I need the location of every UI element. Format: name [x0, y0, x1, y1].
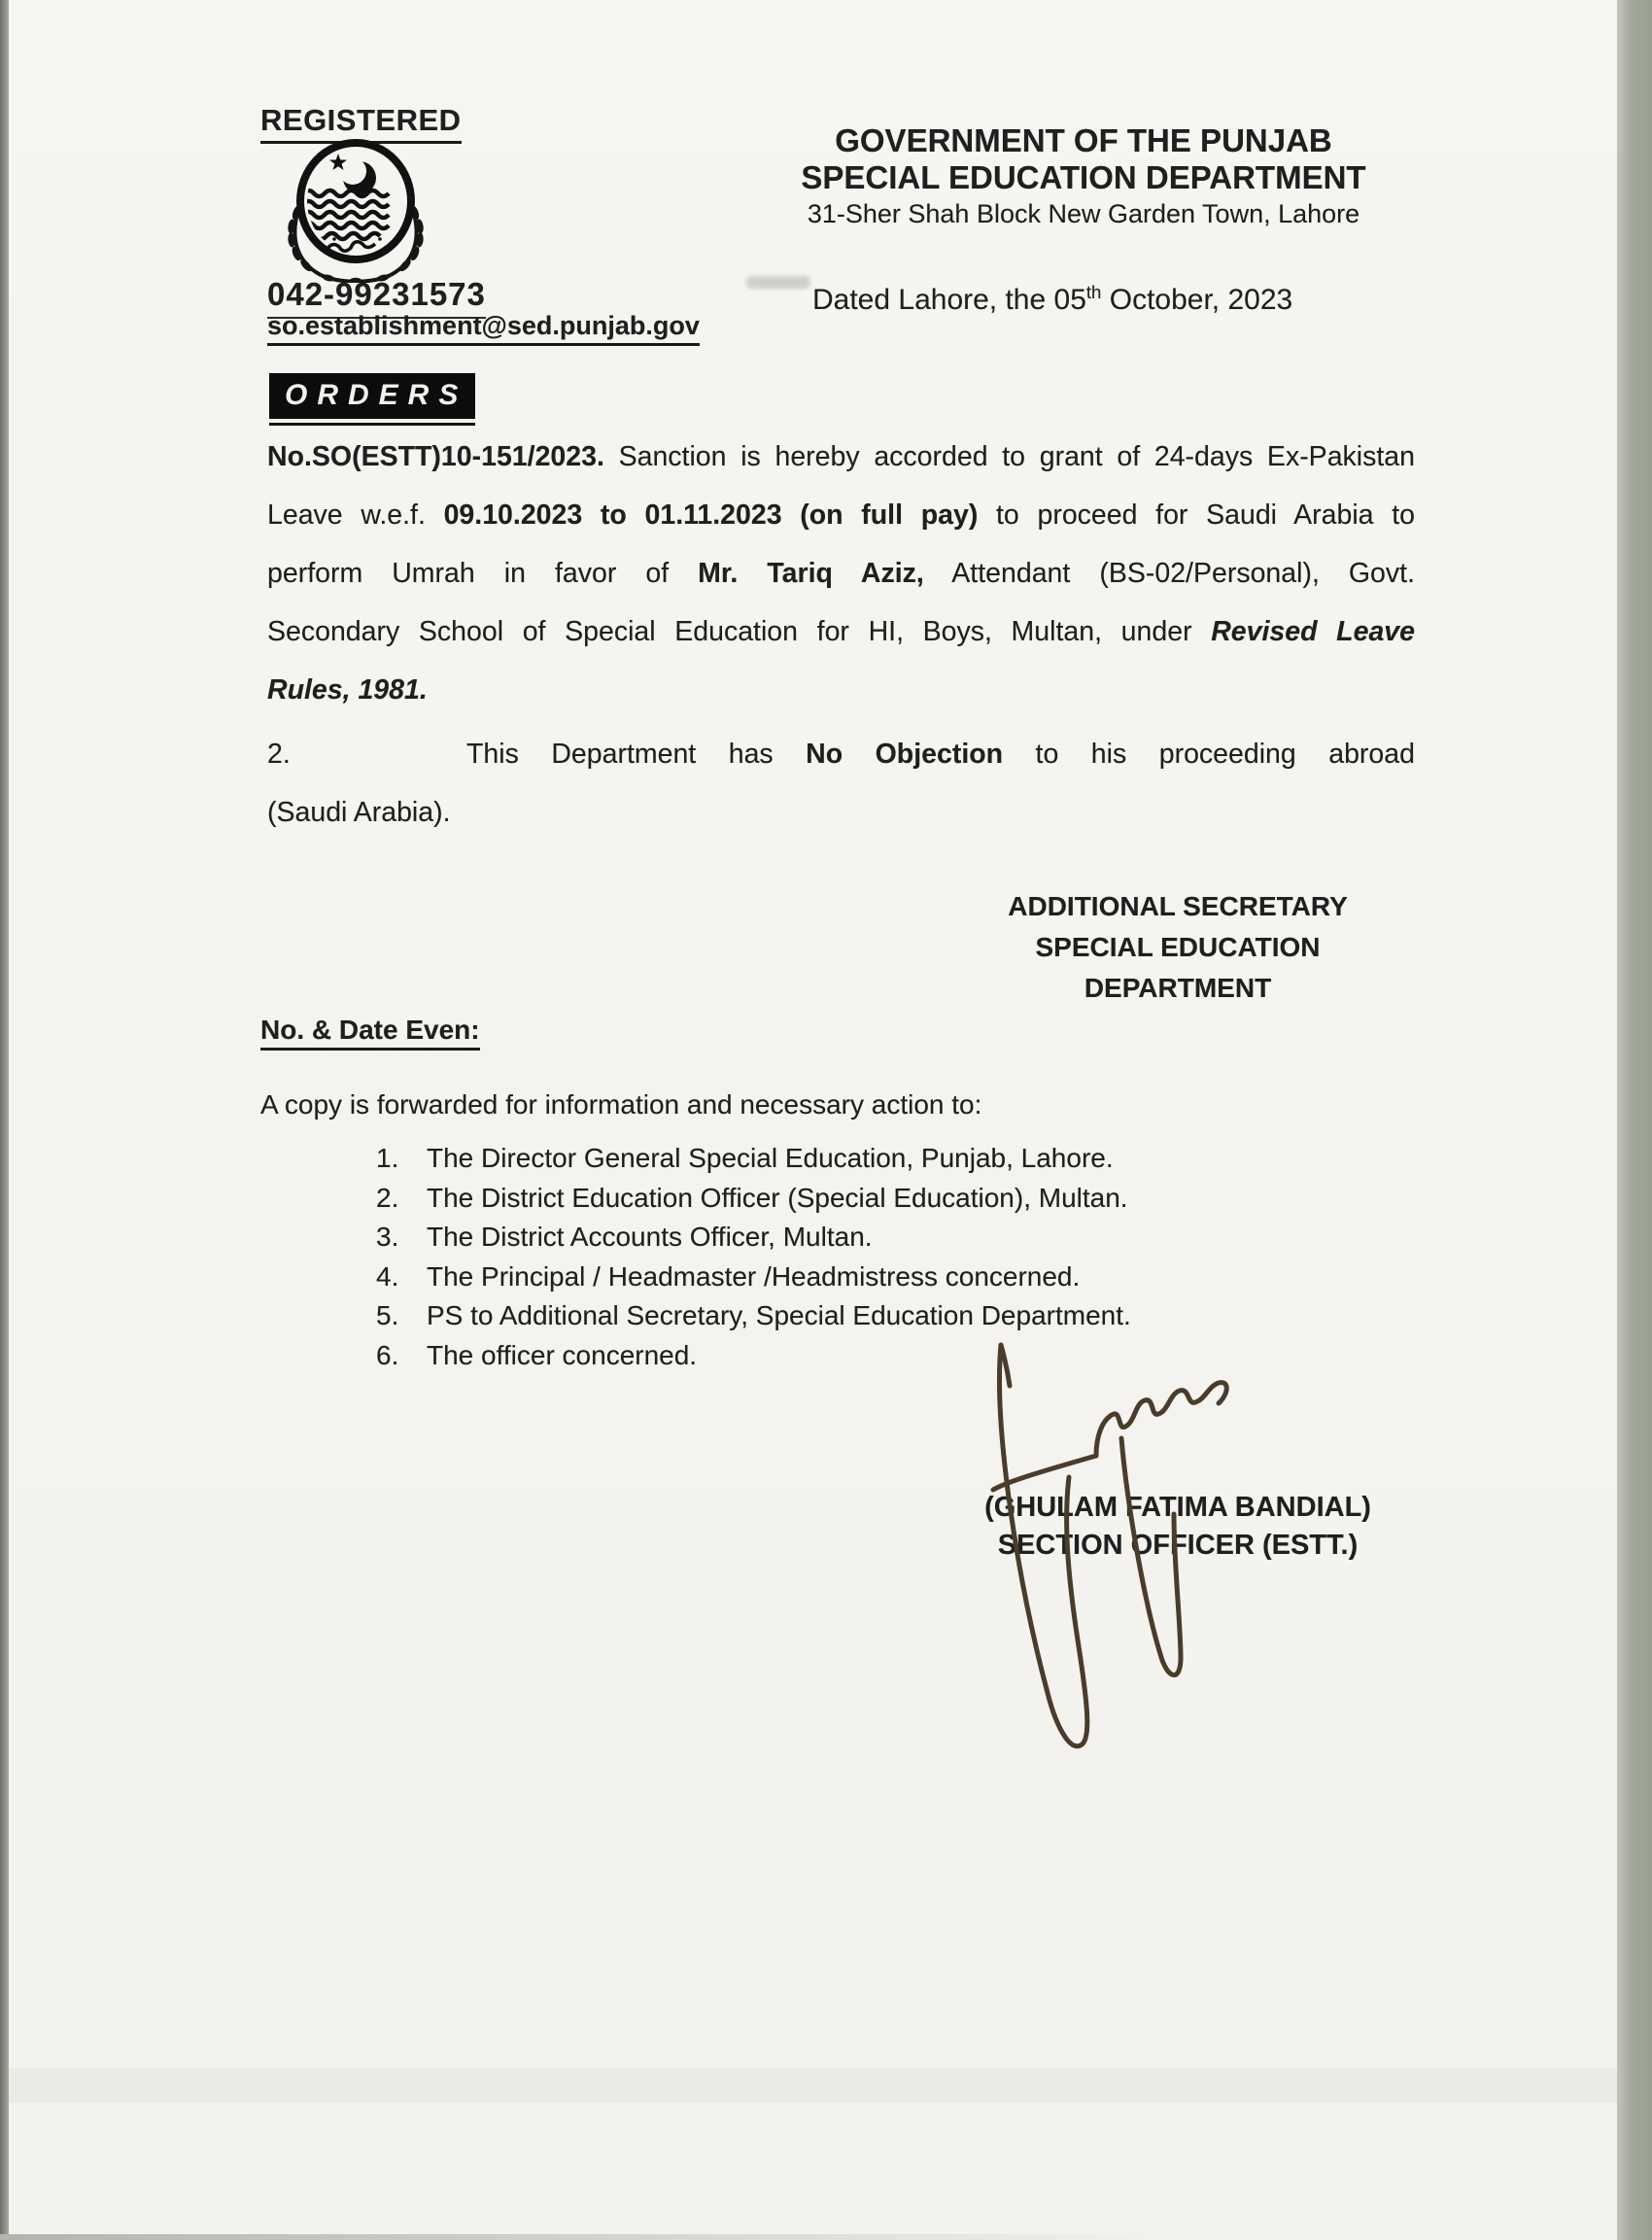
department-header [748, 122, 1419, 231]
list-item-text: PS to Additional Secretary, Special Education Department. [427, 1300, 1131, 1330]
list-item-number: 5. [376, 1300, 399, 1330]
list-item [376, 1218, 1131, 1258]
list-item [376, 1258, 1131, 1297]
govt-title: GOVERNMENT OF THE PUNJAB [835, 122, 1332, 158]
date-suffix: October, 2023 [1101, 284, 1293, 316]
order-paragraph-line: Leave w.e.f. 09.10.2023 to 01.11.2023 (on full pay) to proceed for Saudi Arabia to [267, 500, 1415, 531]
dept-address: 31-Sher Shah Block New Garden Town, Lahore [807, 199, 1360, 228]
secretary-line-3: DEPARTMENT [1084, 973, 1272, 1003]
dept-title: SPECIAL EDUCATION DEPARTMENT [801, 159, 1366, 195]
scan-edge-bottom [0, 2234, 1166, 2240]
list-item-text: The officer concerned. [427, 1339, 698, 1370]
signatory-name: (GHULAM FATIMA BANDIAL) [984, 1492, 1371, 1523]
punjab-crest-logo [270, 139, 465, 283]
secretary-line-1: ADDITIONAL SECRETARY [1008, 891, 1348, 921]
list-item-number: 1. [376, 1143, 399, 1173]
list-item-text: The Director General Special Education, Punjab, Lahore. [427, 1143, 1114, 1173]
no-objection-paragraph [267, 725, 1415, 842]
no-date-even-label: No. & Date Even: [260, 1016, 480, 1051]
date-prefix: Dated Lahore, the 05 [812, 284, 1086, 316]
order-paragraph-line: Secondary School of Special Education for HI, Boys, Multan, under Revised Leave [267, 616, 1415, 647]
list-item [376, 1179, 1131, 1219]
list-item-number: 4. [376, 1260, 399, 1292]
date-ordinal: th [1085, 282, 1102, 302]
paragraph-2-last-line: (Saudi Arabia). [267, 797, 451, 828]
order-paragraph-line: Rules, 1981. [267, 674, 428, 706]
handwritten-signature-ink [954, 1312, 1246, 1769]
email-address: so.establishment@sed.punjab.gov [267, 311, 700, 346]
scan-edge-left [0, 0, 9, 2240]
list-item-number: 3. [376, 1222, 399, 1252]
list-item [376, 1139, 1131, 1179]
order-paragraph [267, 428, 1415, 719]
secretary-signature-block [1008, 886, 1348, 1009]
orders-heading-label: ORDERS [269, 373, 475, 419]
list-item-number: 6. [376, 1339, 399, 1370]
scan-edge-right [1617, 0, 1652, 2240]
orders-heading [269, 373, 475, 426]
list-item-text: The District Education Officer (Special Education), Multan. [427, 1182, 1128, 1213]
list-item-text: The District Accounts Officer, Multan. [427, 1222, 873, 1252]
paragraph-2-text: This Department has No Objection to his proceeding abroad [466, 739, 1415, 770]
punjab-crest-icon [270, 139, 465, 283]
signatory-title: SECTION OFFICER (ESTT.) [997, 1530, 1359, 1561]
date-line [812, 276, 1292, 317]
registered-label: REGISTERED [260, 103, 462, 144]
copy-forward-line: A copy is forwarded for information and necessary action to: [260, 1089, 982, 1120]
secretary-line-2: SPECIAL EDUCATION [1035, 932, 1321, 962]
list-item-number: 2. [376, 1182, 399, 1213]
order-paragraph-line: perform Umrah in favor of Mr. Tariq Aziz, Attendant (BS-02/Personal), Govt. [267, 558, 1415, 589]
scan-artifact-band [9, 2068, 1617, 2103]
list-item-text: The Principal / Headmaster /Headmistress concerned. [427, 1260, 1081, 1292]
paragraph-2-row [267, 725, 1415, 783]
scan-smudge [746, 276, 810, 289]
order-paragraph-line: No.SO(ESTT)10-151/2023. Sanction is hereby accorded to grant of 24-days Ex-Pakistan [267, 441, 1415, 472]
paragraph-number: 2. [267, 739, 291, 770]
phone-number: 042-99231573 [267, 276, 486, 319]
